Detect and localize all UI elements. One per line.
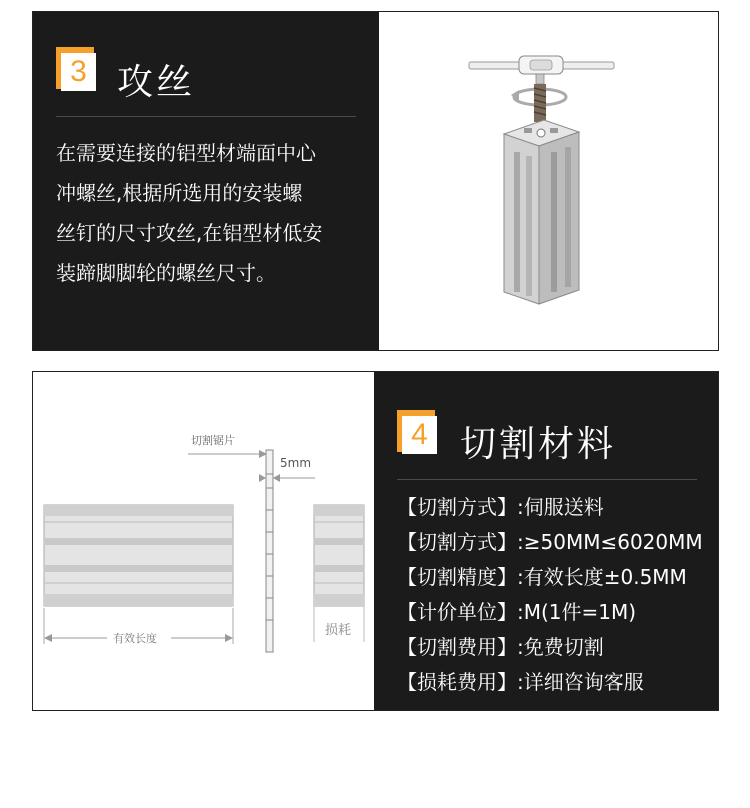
description-line: 装蹄脚脚轮的螺丝尺寸。 bbox=[56, 261, 276, 285]
spec-value: :有效长度±0.5MM bbox=[517, 565, 687, 589]
spec-key: 【损耗费用】 bbox=[397, 670, 517, 694]
spec-row bbox=[397, 490, 703, 525]
tapping-panel bbox=[32, 11, 719, 351]
spec-value: :详细咨询客服 bbox=[517, 670, 644, 694]
spec-key: 【切割费用】 bbox=[397, 635, 517, 659]
step-number-badge bbox=[56, 47, 96, 91]
tapping-image bbox=[379, 12, 718, 350]
aluminum-profile-icon bbox=[504, 120, 579, 304]
step-number-badge bbox=[397, 410, 437, 454]
spec-row bbox=[397, 630, 703, 665]
title-divider bbox=[56, 116, 356, 117]
title-divider bbox=[397, 479, 697, 480]
spec-key: 【切割精度】 bbox=[397, 565, 517, 589]
spec-list bbox=[397, 490, 703, 700]
cutting-diagram-illustration bbox=[33, 372, 374, 710]
step-number: 3 bbox=[61, 53, 96, 91]
spec-key: 【计价单位】 bbox=[397, 600, 517, 624]
tap-wrench-icon bbox=[469, 56, 614, 84]
cutting-panel bbox=[32, 371, 719, 711]
saw-blade-label: 切割锯片 bbox=[191, 434, 235, 447]
loss-profile bbox=[314, 505, 364, 642]
effective-length-profile bbox=[44, 505, 233, 606]
spec-row bbox=[397, 525, 703, 560]
arrow-left-icon bbox=[273, 474, 280, 482]
spec-row bbox=[397, 560, 703, 595]
cutting-text-area bbox=[374, 372, 718, 710]
step-number: 4 bbox=[402, 416, 437, 454]
tap-wrench-profile-illustration bbox=[379, 12, 719, 350]
spec-row bbox=[397, 595, 703, 630]
spec-value: :免费切割 bbox=[517, 635, 604, 659]
gap-width-label: 5mm bbox=[280, 456, 312, 470]
spec-value: :伺服送料 bbox=[517, 495, 604, 519]
spec-key: 【切割方式】 bbox=[397, 495, 517, 519]
spec-value: :≥50MM≤6020MM bbox=[517, 530, 703, 554]
cutting-diagram bbox=[33, 372, 374, 710]
section-title: 攻丝 bbox=[117, 62, 196, 103]
effective-length-label: 有效长度 bbox=[113, 632, 157, 645]
saw-blade-strip bbox=[266, 450, 273, 652]
description-line: 在需要连接的铝型材端面中心 bbox=[56, 141, 316, 165]
spec-key: 【切割方式】 bbox=[397, 530, 517, 554]
section-title: 切割材料 bbox=[460, 424, 617, 465]
loss-label: 损耗 bbox=[325, 623, 352, 638]
tapping-text-area bbox=[33, 12, 379, 350]
spec-value: :M(1件=1M) bbox=[517, 600, 637, 624]
tapping-description bbox=[56, 133, 322, 293]
tap-thread-icon bbox=[534, 84, 546, 122]
description-line: 冲螺丝,根据所选用的安装螺 bbox=[56, 181, 303, 205]
description-line: 丝钉的尺寸攻丝,在铝型材低安 bbox=[56, 221, 323, 245]
spec-row bbox=[397, 665, 703, 700]
